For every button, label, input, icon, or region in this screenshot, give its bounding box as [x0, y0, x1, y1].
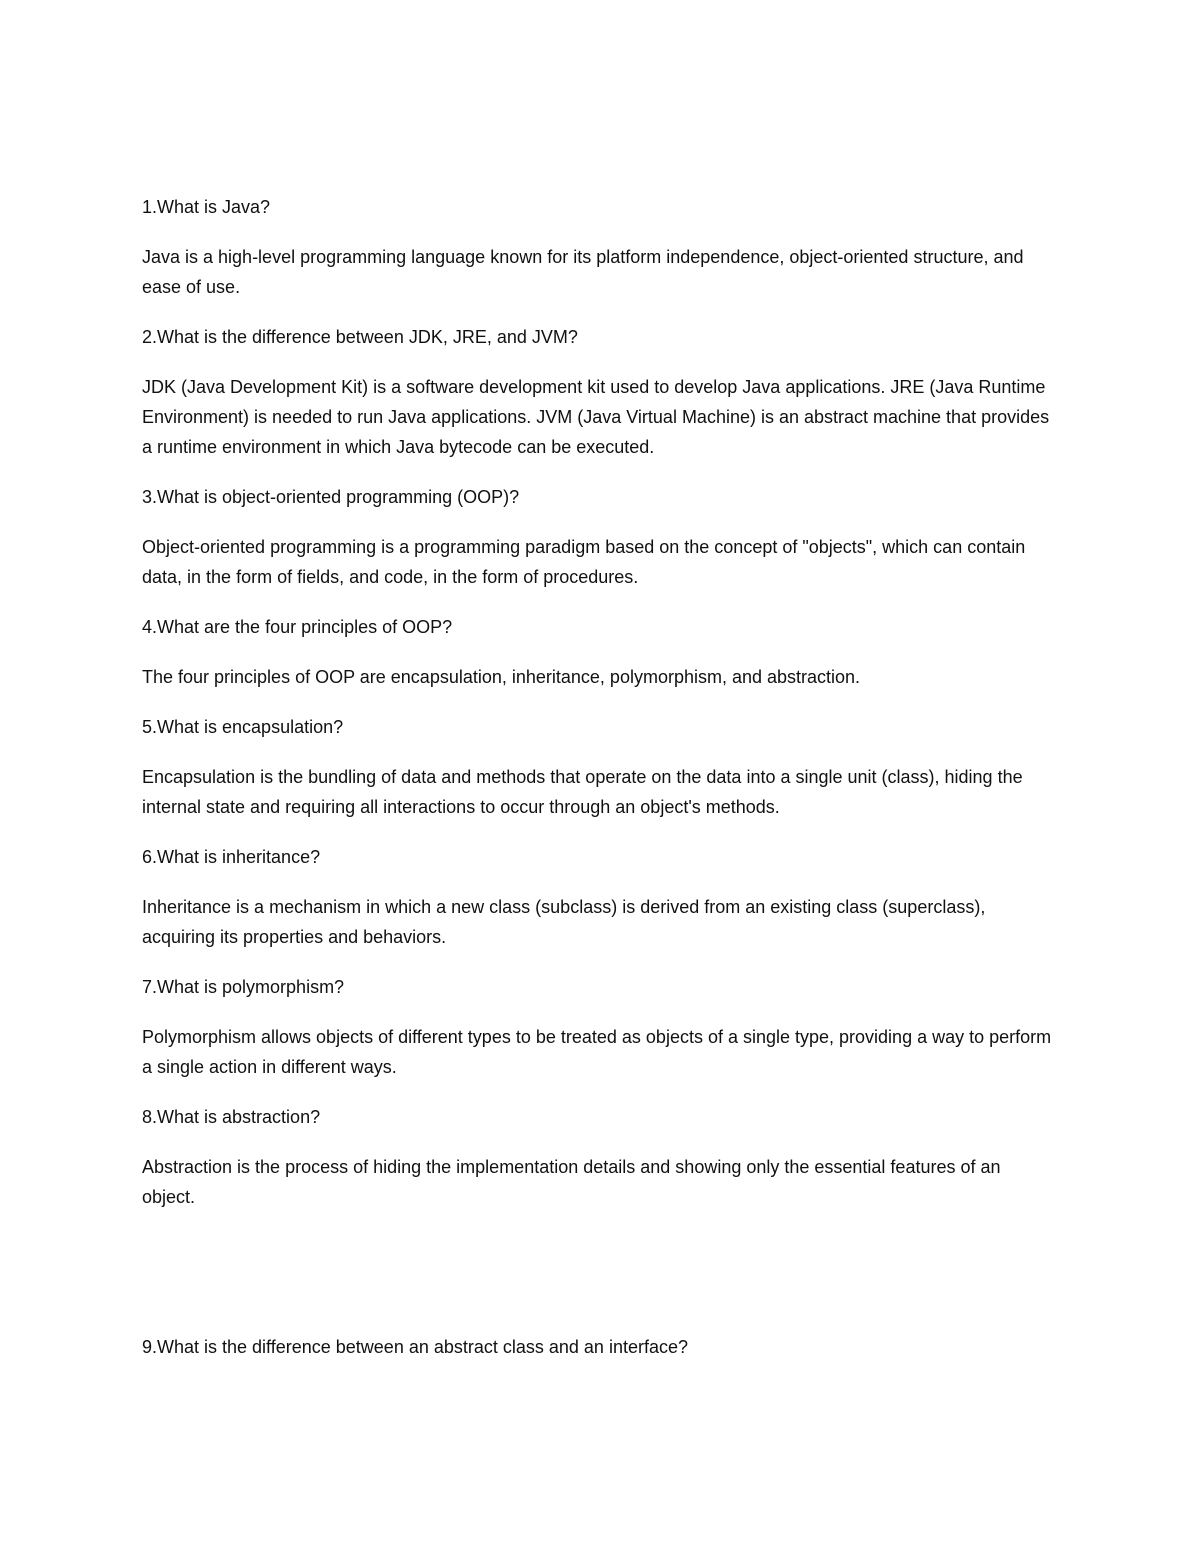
qa-item-1: [142, 192, 1057, 302]
qa-list: [142, 192, 1057, 1232]
question-text: 8.What is abstraction?: [142, 1107, 321, 1127]
qa-item-6: [142, 842, 1057, 952]
qa-item-8: [142, 1102, 1057, 1212]
qa-item-3: [142, 482, 1057, 592]
answer-text: Polymorphism allows objects of different types to be treated as objects of a single type, providing a way to perform a single action in different ways.: [142, 1027, 1052, 1077]
qa-item-2: [142, 322, 1057, 462]
answer-text: Object-oriented programming is a programming paradigm based on the concept of "objects", which can contain data, in the form of fields, and code, in the form of procedures.: [142, 537, 1026, 587]
question-text: 7.What is polymorphism?: [142, 977, 345, 997]
question-text: 5.What is encapsulation?: [142, 717, 344, 737]
question-text: 6.What is inheritance?: [142, 847, 321, 867]
question-text: 1.What is Java?: [142, 197, 271, 217]
question-text-final: 9.What is the difference between an abstract class and an interface?: [142, 1337, 688, 1357]
answer-text: Encapsulation is the bundling of data and methods that operate on the data into a single unit (class), hiding the internal state and requiring all interactions to occur through an object's methods.: [142, 767, 1023, 817]
answer-text: Abstraction is the process of hiding the implementation details and showing only the essential features of an object.: [142, 1157, 1001, 1207]
question-text: 3.What is object-oriented programming (OOP)?: [142, 487, 520, 507]
question-text: 4.What are the four principles of OOP?: [142, 617, 453, 637]
qa-item-4: [142, 612, 1057, 692]
question-text: 2.What is the difference between JDK, JRE, and JVM?: [142, 327, 578, 347]
qa-item-7: [142, 972, 1057, 1082]
answer-text: Inheritance is a mechanism in which a new class (subclass) is derived from an existing class (superclass), acquiring its properties and behaviors.: [142, 897, 986, 947]
answer-text: JDK (Java Development Kit) is a software development kit used to develop Java applications. JRE (Java Runtime Environment) is needed to run Java applications. JVM (Java Virtual Machine) is an abstract machine that provides a runtime environment in which Java bytecode can be executed.: [142, 377, 1050, 457]
answer-text: The four principles of OOP are encapsulation, inheritance, polymorphism, and abstraction.: [142, 667, 861, 687]
answer-text: Java is a high-level programming language known for its platform independence, object-oriented structure, and ease of use.: [142, 247, 1024, 297]
qa-item-5: [142, 712, 1057, 822]
